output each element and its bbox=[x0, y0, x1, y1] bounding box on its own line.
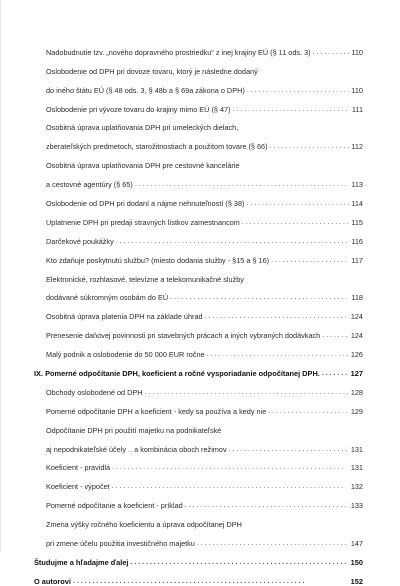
toc-entry-title: Zmena výšky ročného koeficientu a úprava odpočítanej DPH bbox=[46, 520, 242, 530]
toc-entry bbox=[34, 302, 363, 321]
toc-entry-title: pri zmene účelu použitia investičného majetku bbox=[46, 539, 195, 549]
toc-page-number: 116 bbox=[351, 236, 363, 246]
toc-page-number: 111 bbox=[351, 104, 363, 114]
toc-dot-leader bbox=[270, 142, 350, 151]
toc-dot-leader bbox=[268, 407, 349, 416]
toc-dot-leader bbox=[242, 218, 350, 227]
toc-entry-title: Osobitná úprava platenia DPH na základe úhrad bbox=[46, 312, 203, 322]
toc-entry-title: Osobitná úprava uplatňovania DPH pri umeleckých dielach, bbox=[46, 123, 239, 133]
toc-entry bbox=[34, 284, 363, 303]
toc-dot-leader bbox=[112, 482, 349, 491]
toc-entry bbox=[34, 170, 363, 189]
toc-entry-title: Pomerné odpočítanie a koeficient - príklad bbox=[46, 501, 183, 511]
toc-entry-title: do iného štátu EÚ (§ 48 ods. 3, § 48b a § 69a zákona o DPH) bbox=[46, 85, 245, 95]
toc-entry-title: dodávané súkromným osobám do EÚ bbox=[46, 293, 169, 303]
toc-page-number: 112 bbox=[351, 142, 363, 152]
toc-dot-leader bbox=[116, 237, 350, 246]
toc-page-number: 124 bbox=[350, 312, 363, 322]
toc-entry-title: Darčekové poukážky bbox=[46, 236, 114, 246]
toc-entry-title: aj nepodnikateľské účely .. a kombinácia oboch režimov bbox=[46, 444, 227, 454]
toc-page-number: 150 bbox=[350, 557, 363, 567]
toc-entry bbox=[34, 227, 363, 246]
toc-entry bbox=[34, 416, 363, 435]
toc-entry-title: Oslobodenie od DPH pri dovoze tovaru, ktorý je následne dodaný bbox=[46, 66, 258, 76]
toc-entry-title: IX. Pomerné odpočítanie DPH, koeficient a ročné vysporiadanie odpočítanej DPH. bbox=[34, 369, 320, 379]
toc-page-number: 133 bbox=[350, 501, 363, 511]
toc-entry bbox=[34, 491, 363, 510]
toc-entry bbox=[34, 132, 363, 151]
toc-entry-title: Oslobodenie pri vývoze tovaru do krajiny mimo EÚ (§ 47) bbox=[46, 104, 231, 114]
toc-page-number: 127 bbox=[350, 369, 363, 379]
toc-page-number: 132 bbox=[350, 482, 363, 492]
toc-dot-leader bbox=[170, 293, 349, 302]
toc-entry bbox=[34, 378, 363, 397]
toc-entry bbox=[34, 321, 363, 340]
toc-dot-leader bbox=[247, 86, 350, 95]
toc-page-number: 114 bbox=[351, 199, 363, 209]
toc-entry bbox=[34, 454, 363, 473]
toc-entry bbox=[34, 38, 363, 57]
toc-page-number: 124 bbox=[350, 331, 363, 341]
toc-page-number: 147 bbox=[350, 539, 363, 549]
toc-dot-leader bbox=[112, 463, 349, 472]
toc-entry-title: a cestovné agentúry (§ 65) bbox=[46, 180, 133, 190]
table-of-contents bbox=[34, 38, 363, 586]
toc-page-number: 128 bbox=[350, 387, 363, 397]
toc-page-number: 117 bbox=[351, 255, 363, 265]
toc-entry bbox=[34, 548, 363, 567]
toc-entry-title: Kto zdaňuje poskytnutú službu? (miesto dodania služby - §15 a § 16) bbox=[46, 255, 270, 265]
toc-entry-title: O autorovi bbox=[34, 576, 71, 586]
toc-page-number: 110 bbox=[351, 47, 363, 57]
toc-dot-leader bbox=[271, 256, 349, 265]
toc-entry bbox=[34, 359, 363, 378]
toc-entry-title: Koeficient - pravidlá bbox=[46, 463, 111, 473]
toc-dot-leader bbox=[145, 388, 349, 397]
toc-dot-leader bbox=[313, 48, 350, 57]
toc-page-number: 113 bbox=[351, 180, 363, 190]
toc-entry bbox=[34, 529, 363, 548]
toc-dot-leader bbox=[229, 445, 349, 454]
toc-entry-title: Nadobudnutie tzv. „nového dopravného prostriedku“ z inej krajiny EÚ (§ 11 ods. 3) bbox=[46, 47, 311, 57]
toc-entry-title: Elektronické, rozhlasové, televízne a telekomunikačné služby bbox=[46, 274, 244, 284]
toc-entry bbox=[34, 189, 363, 208]
toc-entry bbox=[34, 567, 363, 586]
toc-dot-leader bbox=[207, 350, 349, 359]
toc-entry-title: Oslobodenie od DPH pri dodaní a nájme nehnuteľností (§ 38) bbox=[46, 199, 245, 209]
toc-page-number: 118 bbox=[351, 293, 363, 303]
toc-entry bbox=[34, 340, 363, 359]
toc-entry bbox=[34, 472, 363, 491]
toc-page-number: 115 bbox=[351, 217, 363, 227]
toc-dot-leader bbox=[73, 577, 349, 586]
toc-entry-title: Prenesenie daňovej povinnosti pri stavebných prácach a iných vybraných dodávkach bbox=[46, 331, 321, 341]
toc-entry-title: Osobitná úprava uplatňovania DPH pre cestovné kancelárie bbox=[46, 161, 240, 171]
toc-dot-leader bbox=[130, 558, 348, 567]
toc-entry-title: Pomerné odpočítanie DPH a koeficient - kedy sa používa a kedy nie bbox=[46, 406, 267, 416]
toc-dot-leader bbox=[135, 180, 350, 189]
toc-entry-title: zberateľských predmetoch, starožitnostiach a použitom tovare (§ 66) bbox=[46, 142, 268, 152]
toc-entry-title: Obchody oslobodené od DPH bbox=[46, 387, 143, 397]
toc-entry-title: Odpočítanie DPH pri použití majetku na podnikateľské bbox=[46, 425, 222, 435]
toc-dot-leader bbox=[246, 199, 349, 208]
toc-dot-leader bbox=[197, 539, 349, 548]
toc-page-number: 126 bbox=[350, 350, 363, 360]
toc-entry bbox=[34, 95, 363, 114]
toc-entry bbox=[34, 76, 363, 95]
toc-dot-leader bbox=[322, 369, 349, 378]
toc-entry bbox=[34, 208, 363, 227]
toc-dot-leader bbox=[233, 105, 350, 114]
toc-dot-leader bbox=[185, 501, 349, 510]
toc-entry bbox=[34, 114, 363, 133]
toc-entry bbox=[34, 151, 363, 170]
toc-entry bbox=[34, 397, 363, 416]
toc-entry bbox=[34, 265, 363, 284]
toc-page-number: 129 bbox=[350, 406, 363, 416]
toc-entry-title: Malý podnik a oslobodenie do 50 000 EUR ročne bbox=[46, 350, 205, 360]
toc-entry-title: Koeficient - výpočet bbox=[46, 482, 110, 492]
toc-entry bbox=[34, 246, 363, 265]
toc-page-number: 110 bbox=[351, 85, 363, 95]
toc-page-number: 152 bbox=[350, 576, 363, 586]
toc-entry-title: Študujme a hľadajme ďalej bbox=[34, 557, 129, 567]
toc-entry bbox=[34, 435, 363, 454]
toc-entry bbox=[34, 57, 363, 76]
toc-dot-leader bbox=[322, 331, 349, 340]
toc-entry bbox=[34, 510, 363, 529]
toc-entry-title: Uplatnenie DPH pri predaji stravných lístkov zamestnancom bbox=[46, 217, 240, 227]
toc-page-number: 131 bbox=[350, 444, 363, 454]
toc-dot-leader bbox=[205, 312, 349, 321]
toc-page-number: 131 bbox=[350, 463, 363, 473]
